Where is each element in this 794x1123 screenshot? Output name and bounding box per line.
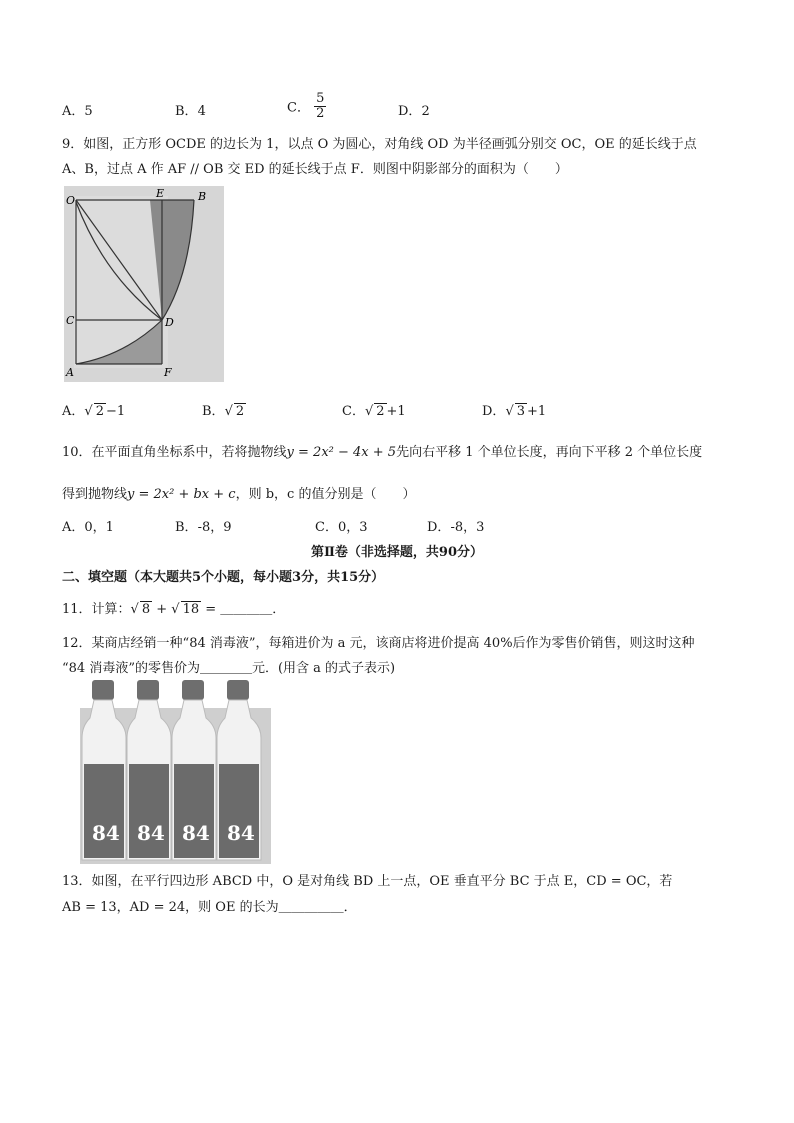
q8-option-a: A．5 [62,104,93,119]
q10-option-b: B．-8，9 [175,520,232,535]
q9-stem-line2: A、B，过点 A 作 AF // OB 交 ED 的延长线于点 F．则图中阴影部分的面积为（ ） [62,162,568,177]
q13-stem-line1: 13．如图，在平行四边形 ABCD 中，O 是对角线 BD 上一点，OE 垂直平分 BC 于点 E，CD = OC，若 [62,874,673,889]
fraction: $\frac{5}{2}$ [316,91,325,121]
bottle-label: 84 [92,821,120,845]
q10-stem-line1: 10．在平面直角坐标系中，若将抛物线y = 2x² − 4x + 5先向右平移 1 个单位长度，再向下平移 2 个单位长度 [62,445,703,460]
q10-option-c: C．0，3 [315,520,368,535]
q12-bottles-photo [80,678,271,864]
q10-stem-line2: 得到抛物线y = 2x² + bx + c，则 b，c 的值分别是（ ） [62,487,416,502]
q8-option-c: C． $\frac{5}{2}$ [287,91,325,121]
label-d: D [165,316,174,329]
q9-figure [64,186,224,382]
q9-stem-line1: 9．如图，正方形 OCDE 的边长为 1，以点 O 为圆心，对角线 OD 为半径画弧分别交 OC，OE 的延长线于点 [62,137,697,152]
label-b: B [198,190,207,203]
q13-stem-line2: AB = 13，AD = 24，则 OE 的长为＿＿＿＿＿． [62,900,357,915]
q9-option-c: C．√ 2 +1 [342,404,406,419]
label-c: C [66,314,75,327]
q9-option-d: D．√ 3 +1 [482,404,547,419]
q10-option-a: A．0，1 [62,520,114,535]
q12-stem-line1: 12．某商店经销一种“84 消毒液”，每箱进价为 a 元，该商店将进价提高 40%后作为零售价销售，则这时这种 [62,636,695,651]
label-a: A [66,366,74,379]
q8-option-b: B．4 [175,104,206,119]
label-e: E [156,187,165,200]
q12-stem-line2: “84 消毒液”的零售价为＿＿＿＿元．(用含 a 的式子表示) [62,661,396,676]
bottle-label: 84 [182,821,210,845]
formula: y = 2x² − 4x + 5 [286,445,397,460]
q9-option-a: A．√ 2 −1 [62,404,126,419]
bottle-label: 84 [227,821,255,845]
q9-option-b: B．√ 2 [202,404,245,419]
geometry-diagram [64,186,224,382]
formula: y = 2x² + bx + c [127,487,236,502]
bottles-image [80,678,271,864]
q10-option-d: D．-8，3 [427,520,485,535]
label-o: O [66,194,76,207]
label-f: F [164,366,172,379]
q11-stem: 11．计算：√ 8 + √ 18 = ＿＿＿＿． [62,602,286,617]
bottle-label: 84 [137,821,165,845]
q8-option-d: D．2 [398,104,430,119]
part2-heading: 二、填空题（本大题共5个小题，每小题3分，共15分） [62,570,385,585]
section-title: 第Ⅱ卷（非选择题，共90分） [310,545,484,560]
